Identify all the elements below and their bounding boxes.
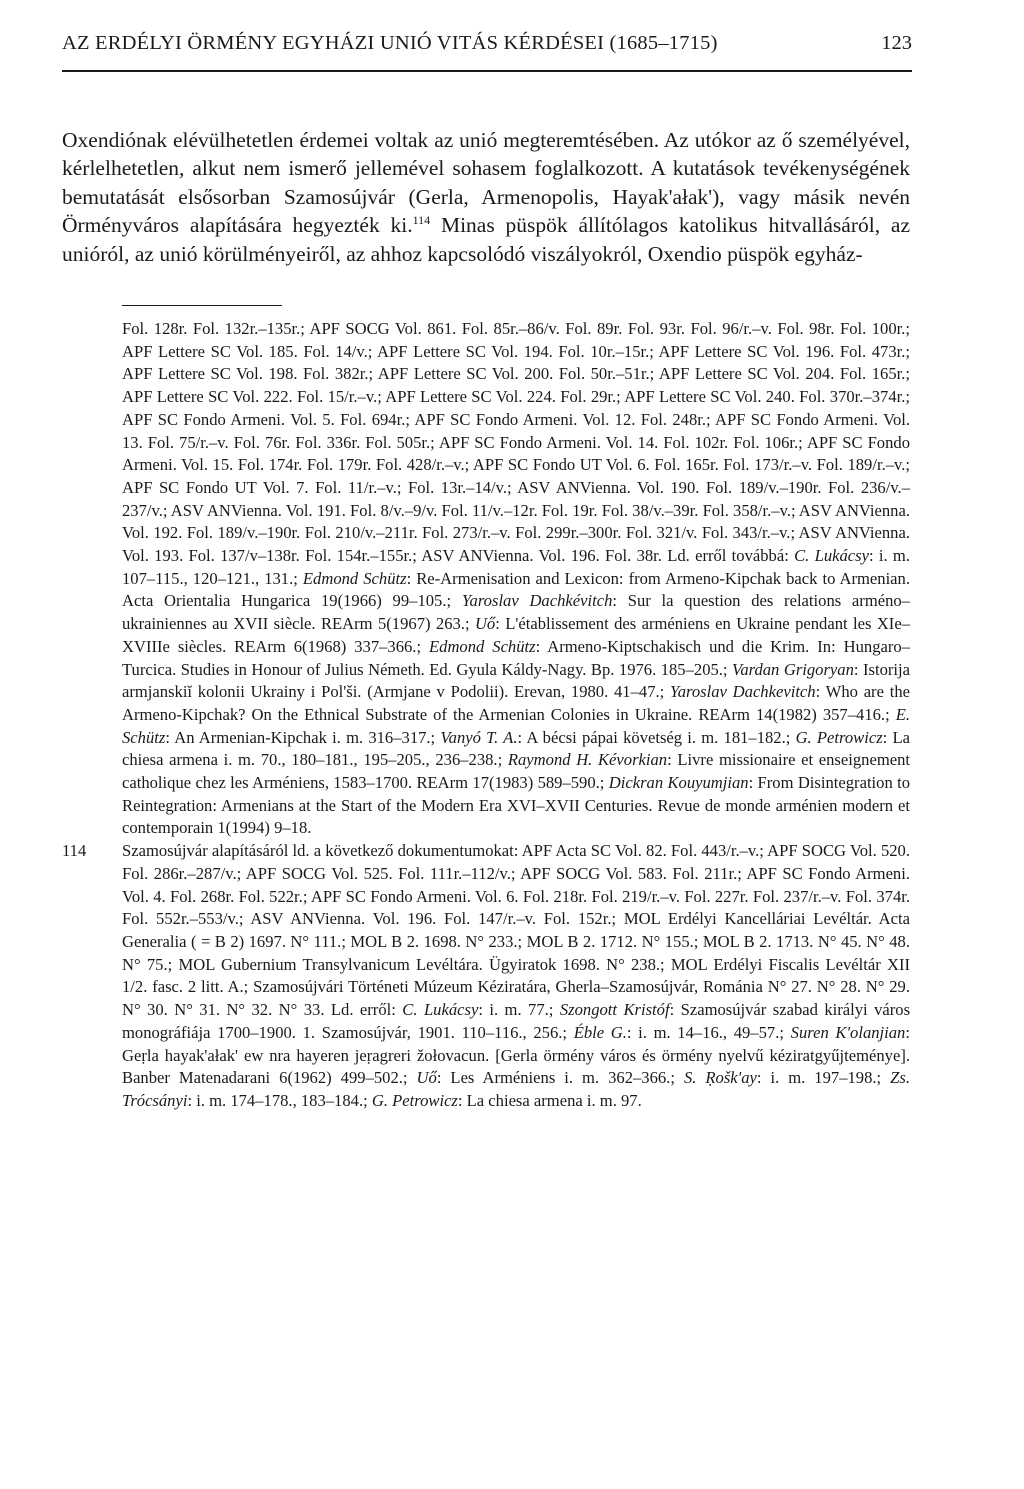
fn-segment: Szamosújvár alapításáról ld. a következő dokumentumokat: APF Acta SC Vol. 82. Fol. 443/r.–v.; APF SOCG Vol. 520. Fol. 286r.–287/v.; APF SOCG Vol. 525. Fol. 111r.–112/v.; APF SOCG Vol. 583. Fol. 211r.; APF SC Fondo Armeni. Vol. 4. Fol. 268r. Fol. 522r.; APF SC Fondo Armeni. Vol. 6. Fol. 218r. Fol. 219/r.–v. Fol. 227r. Fol. 237/r.–v. Fol. 374r. Fol. 552r.–553/v.; ASV ANVienna. Vol. 196. Fol. 147/r.–v. Fol. 152r.; MOL Erdélyi Kancelláriai Levéltár. Acta Generalia ( = B 2) 1697. N° 111.; MOL B 2. 1698. N° 233.; MOL B 2. 1712. N° 155.; MOL B 2. 1713. N° 45. N° 48. N° 75.; MOL Gubernium Transylvanicum Levéltára. Ügyiratok 1698. N° 238.; MOL Erdélyi Fiscalis Levéltár XII 1/2. fasc. 2 litt. A.; Szamosújvári Történeti Múzeum Kéziratára, Gherla–Szamosújvár, Románia N° 27. N° 28. N° 29. N° 30. N° 31. N° 32. N° 33. Ld. erről: <box>122 841 910 1020</box>
fn-segment: : Sur la question des relations arméno–ukrainiennes au XVII siècle. REArm 5(1967) 263.; <box>122 591 910 634</box>
fn-segment: : i. m. 14–16., 49–57.; <box>626 1022 791 1042</box>
fn-author: C. Lukácsy <box>402 1000 479 1020</box>
fn-author: E. Schütz <box>122 704 910 747</box>
fn-segment: : Szamosújvár szabad királyi város monográfiája 1700–1900. 1. Szamosújvár, 1901. 110–116., 256.; <box>122 1000 911 1042</box>
fn-segment: : i. m. 174–178., 183–184.; <box>187 1090 372 1110</box>
fn-segment: : Livre missionaire et enseignement catholique chez les Arméniens, 1583–1700. REArm 17(1983) 589–590.; <box>122 750 910 793</box>
fn-author: Raymond H. Kévorkian <box>507 750 668 770</box>
fn-segment: : Re-Armenisation and Lexicon: from Armeno-Kipchak back to Armenian. Acta Orientalia Hungarica 19(1966) 99–105.; <box>122 568 910 611</box>
footnote-113-continued <box>62 318 910 840</box>
footnote-114 <box>62 840 910 1112</box>
fn-author: Yaroslav Dachkévitch <box>461 591 613 611</box>
fn-author: Szongott Kristóf <box>559 1000 670 1020</box>
fn-segment: : i. m. 77.; <box>478 1000 560 1020</box>
fn-author: Éble G. <box>573 1022 627 1042</box>
fn-author: G. Petrowicz <box>371 1090 458 1110</box>
fn-segment: : An Armenian-Kipchak i. m. 316–317.; <box>165 727 441 747</box>
fn-author: Vanyó T. A. <box>440 727 518 747</box>
fn-author: Uő <box>416 1068 437 1088</box>
fn-author: C. Lukácsy <box>794 546 869 566</box>
fn-author: Vardan Grigoryan <box>732 659 854 679</box>
fn-author: Uő <box>474 614 496 634</box>
footnotes <box>62 318 910 1113</box>
running-title: AZ ERDÉLYI ÖRMÉNY EGYHÁZI UNIÓ VITÁS KÉRDÉSEI (1685–1715) <box>62 32 718 54</box>
body-paragraph <box>62 126 910 268</box>
fn-segment: : A bécsi pápai követség i. m. 181–182.; <box>517 727 796 747</box>
fn-author: Edmond Schütz <box>302 568 407 588</box>
body-text-continued: Minas püspök állítólagos katolikus hitvallásáról, az unióról, az unió körülményeiről, az ahhoz kapcsolódó viszályokról, Oxendio püspök egyház- <box>62 213 910 266</box>
running-header <box>62 30 912 72</box>
fn-segment: : L'établissement des arméniens en Ukraine pendant les XIe–XVIIIe siècles. REArm 6(1968) 337–366.; <box>122 614 910 656</box>
footnote-text <box>122 841 910 1110</box>
body-text: Oxendiónak elévülhetetlen érdemei voltak az unió megteremtésében. Az utókor az ő személyével, kérlelhetetlen, alkut nem ismerő jellemével sohasem foglalkozott. A kutatások tevékenységének bemutatását elsősorban Szamosújvár (Gerla, Armenopolis, Hayak'ałak'), vagy másik nevén Örményváros alapítására hegyezték ki. <box>62 128 910 238</box>
fn-author: Zs. Trócsányi <box>122 1068 910 1110</box>
footnote-text <box>122 319 910 837</box>
footnote-reference: 114 <box>412 213 431 228</box>
fn-segment: : Armeno-Kiptschakisch und die Krim. In: Hungaro–Turcica. Studies in Honour of Julius Németh. Ed. Gyula Káldy-Nagy. Bp. 1976. 185–205.; <box>122 636 910 679</box>
fn-author: Yaroslav Dachkevitch <box>670 682 816 702</box>
fn-author: Dickran Kouyumjian <box>608 773 749 793</box>
footnote-number: 114 <box>62 841 87 861</box>
fn-segment: : i. m. 197–198.; <box>756 1068 891 1088</box>
fn-segment: : La chiesa armena i. m. 97. <box>457 1090 642 1110</box>
fn-author: Suren K'olanjian <box>790 1022 906 1042</box>
footnote-separator <box>122 305 282 306</box>
fn-segment: : Les Arméniens i. m. 362–366.; <box>436 1068 684 1088</box>
fn-author: S. Ṛošk'ay <box>683 1068 757 1088</box>
fn-segment: : Geṛla hayak'ałak' ew nra hayeren jeṛagreri žołovacun. [Gerla örmény város és örmény nyelvű kéziratgyűjteménye]. Banber Matenadarani 6(1962) 499–502.; <box>122 1022 910 1088</box>
page-number: 123 <box>881 32 912 54</box>
fn-segment: : La chiesa armena i. m. 70., 180–181., 195–205., 236–238.; <box>122 727 910 770</box>
fn-segment: : Who are the Armeno-Kipchak? On the Ethnical Substrate of the Armenian Colonies in Ukraine. REArm 14(1982) 357–416.; <box>122 682 910 724</box>
fn-author: Edmond Schütz <box>429 636 536 656</box>
fn-segment: : From Disintegration to Reintegration: Armenians at the Start of the Modern Era XVI–XVII Centuries. Revue de monde arménien modern et contemporain 1(1994) 9–18. <box>122 773 911 838</box>
fn-author: G. Petrowicz <box>795 727 883 747</box>
fn-segment: : Istorija armjanskiĭ kolonii Ukrainy i Pol'ši. (Armjane v Podolii). Erevan, 1980. 41–47.; <box>122 659 910 702</box>
fn-segment: Fol. 128r. Fol. 132r.–135r.; APF SOCG Vol. 861. Fol. 85r.–86/v. Fol. 89r. Fol. 93r. Fol. 96/r.–v. Fol. 98r. Fol. 100r.; APF Lettere SC Vol. 185. Fol. 14/v.; APF Lettere SC Vol. 194. Fol. 10r.–15r.; APF Lettere SC Vol. 196. Fol. 473r.; APF Lettere SC Vol. 198. Fol. 382r.; APF Lettere SC Vol. 200. Fol. 50r.–51r.; APF Lettere SC Vol. 204. Fol. 165r.; APF Lettere SC Vol. 222. Fol. 15/r.–v.; APF Lettere SC Vol. 224. Fol. 29r.; APF Lettere SC Vol. 240. Fol. 370r.–374r.; APF SC Fondo Armeni. Vol. 5. Fol. 694r.; APF SC Fondo Armeni. Vol. 12. Fol. 248r.; APF SC Fondo Armeni. Vol. 13. Fol. 75/r.–v. Fol. 76r. Fol. 336r. Fol. 505r.; APF SC Fondo Armeni. Vol. 14. Fol. 102r. Fol. 106r.; APF SC Fondo Armeni. Vol. 15. Fol. 174r. Fol. 179r. Fol. 428/r.–v.; APF SC Fondo UT Vol. 6. Fol. 165r. Fol. 173/r.–v. Fol. 189/r.–v.; APF SC Fondo UT Vol. 7. Fol. 11/r.–v.; Fol. 13r.–14/v.; ASV ANVienna. Vol. 190. Fol. 189/v.–190r. Fol. 236/v.–237/v.; ASV ANVienna. Vol. 191. Fol. 8/v.–9/v. Fol. 11/v.–12r. Fol. 19r. Fol. 38/v.–39r. Fol. 358/r.–v.; ASV ANVienna. Vol. 192. Fol. 189/v.–190r. Fol. 210/v.–211r. Fol. 273/r.–v. Fol. 299r.–300r. Fol. 321/v. Fol. 343/r.–v.; ASV ANVienna. Vol. 193. Fol. 137/v–138r. Fol. 154r.–155r.; ASV ANVienna. Vol. 196. Fol. 38r. Ld. erről továbbá: <box>122 319 910 566</box>
fn-segment: : i. m. 107–115., 120–121., 131.; <box>122 546 910 588</box>
